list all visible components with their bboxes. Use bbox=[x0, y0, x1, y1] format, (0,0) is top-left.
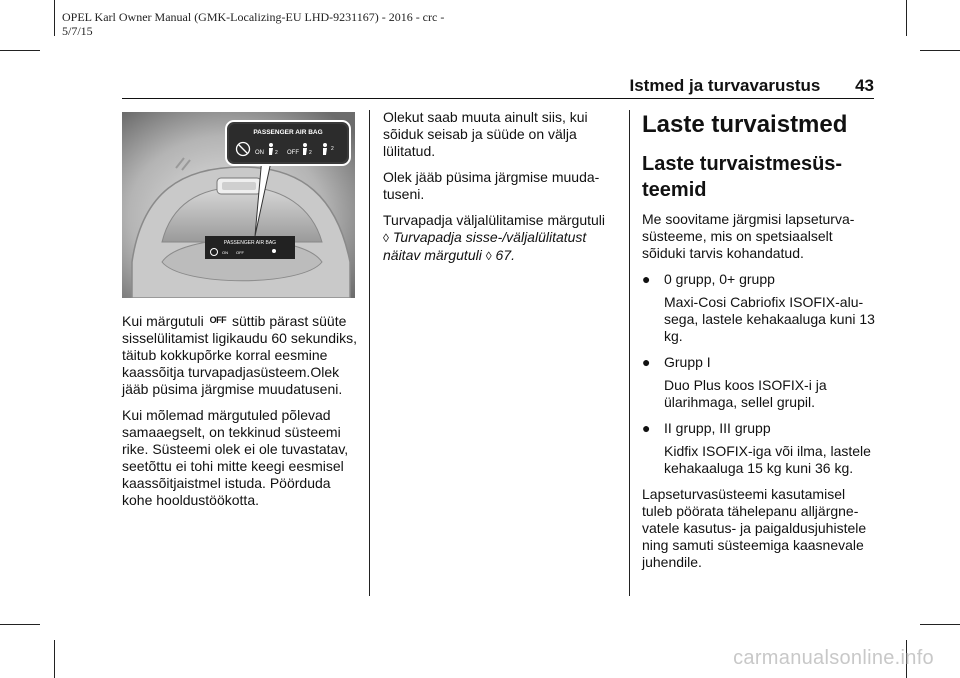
airbag-indicator-illustration bbox=[122, 112, 355, 298]
strip-label: PASSENGER AIR BAG bbox=[223, 240, 277, 246]
crop-mark bbox=[0, 624, 40, 625]
paragraph: Me soovitame järgmisi lapseturvasüsteeme, mis on spetsiaalselt sõiduki tarvis kohandatud. bbox=[642, 211, 855, 261]
crop-mark bbox=[906, 0, 907, 36]
document-header bbox=[62, 10, 532, 38]
crop-mark bbox=[920, 50, 960, 51]
column-divider bbox=[629, 110, 630, 596]
list-item-label: II grupp, III grupp bbox=[664, 420, 771, 436]
airbag-indicator-figure bbox=[122, 112, 355, 298]
paragraph bbox=[122, 312, 362, 398]
section-title: Istmed ja turvavarustus bbox=[629, 76, 821, 95]
callout-on: ON bbox=[255, 150, 264, 156]
callout-num-on: 2 bbox=[275, 150, 278, 156]
crop-mark bbox=[920, 624, 960, 625]
bullet-icon: ● bbox=[642, 354, 651, 370]
document-header-line2: 5/7/15 bbox=[62, 24, 93, 38]
watermark: carmanualsonline.info bbox=[733, 647, 934, 669]
bullet-icon: ● bbox=[642, 271, 651, 287]
paragraph: Kui mõlemad märgutuled põlevad samaaegselt, on tekkinud süsteemi rike. Süsteemi olek ei ole tuvastatav, seetõttu ei tohi mitte keegi eesmisel kaassõitjaistmel istuda. Pöörduda kohe hooldustöökotta. bbox=[122, 407, 349, 508]
list-item-description: Maxi-Cosi Cabriofix ISOFIX-alusega, lastele kehakaaluga kuni 13 kg. bbox=[664, 294, 875, 344]
cross-reference-page[interactable]: 67. bbox=[495, 247, 516, 263]
document-header-line1: OPEL Karl Owner Manual (GMK-Localizing-EU LHD-9231167) - 2016 - crc - bbox=[62, 10, 445, 24]
subsection-heading: Laste turvaistmesüsteemid bbox=[642, 153, 843, 201]
header-rule bbox=[122, 98, 874, 99]
svg-text:OFF: OFF bbox=[236, 250, 244, 255]
reference-arrow-icon: ◊ bbox=[383, 231, 389, 245]
paragraph: Olek jääb püsima järgmise muudatuseni. bbox=[383, 169, 600, 202]
column-left bbox=[122, 312, 362, 518]
airbag-off-indicator-icon: OFF bbox=[209, 315, 227, 325]
list-item bbox=[642, 420, 876, 437]
column-middle bbox=[383, 109, 618, 274]
list-item-description: Duo Plus koos ISOFIX-i ja ülarihmaga, sellel grupil. bbox=[664, 377, 827, 410]
column-divider bbox=[369, 110, 370, 596]
section-heading: Laste turvaistmed bbox=[642, 111, 848, 138]
list-item bbox=[642, 271, 876, 288]
page-number: 43 bbox=[855, 76, 874, 95]
column-right bbox=[642, 109, 876, 580]
text-run: Turvapadja väljalülitamise märgutuli bbox=[383, 212, 606, 228]
text-run: süttib pärast süüte sisselülitamist ligikaudu 60 sekundiks, täitub kokkupõrke korral eesmine kaassõitja turvapadjasüsteem.Olek jääb püsima järgmise muudatuseni. bbox=[122, 313, 357, 397]
list-item-description: Kidfix ISOFIX-iga või ilma, lastele kehakaaluga 15 kg kuni 36 kg. bbox=[664, 443, 871, 476]
callout-off: OFF bbox=[287, 150, 299, 156]
callout-num-extra: 2 bbox=[331, 146, 334, 152]
crop-mark bbox=[0, 50, 40, 51]
svg-text:ON: ON bbox=[222, 250, 228, 255]
paragraph: Lapseturvasüsteemi kasutamisel tuleb pöörata tähelepanu alljärgnevatele kasutus- ja paigaldusjuhistele ning samuti süsteemiga kaasnevale juhendile. bbox=[642, 486, 867, 570]
callout-num-off: 2 bbox=[309, 150, 312, 156]
cross-reference-link[interactable]: Turvapadja sisse-/väljalülitatust näitav märgutuli bbox=[383, 229, 587, 263]
paragraph: Olekut saab muuta ainult siis, kui sõiduk seisab ja süüde on välja lülitatud. bbox=[383, 109, 588, 159]
text-run: Kui märgutuli bbox=[122, 313, 204, 329]
list-item bbox=[642, 354, 876, 371]
list-item-label: 0 grupp, 0+ grupp bbox=[664, 271, 775, 287]
running-head bbox=[629, 76, 874, 96]
crop-mark bbox=[54, 640, 55, 678]
paragraph bbox=[383, 212, 618, 265]
crop-mark bbox=[54, 0, 55, 36]
reference-arrow-icon: ◊ bbox=[485, 249, 492, 263]
bullet-icon: ● bbox=[642, 420, 651, 436]
callout-title: PASSENGER AIR BAG bbox=[253, 129, 323, 136]
list-item-label: Grupp I bbox=[664, 354, 711, 370]
